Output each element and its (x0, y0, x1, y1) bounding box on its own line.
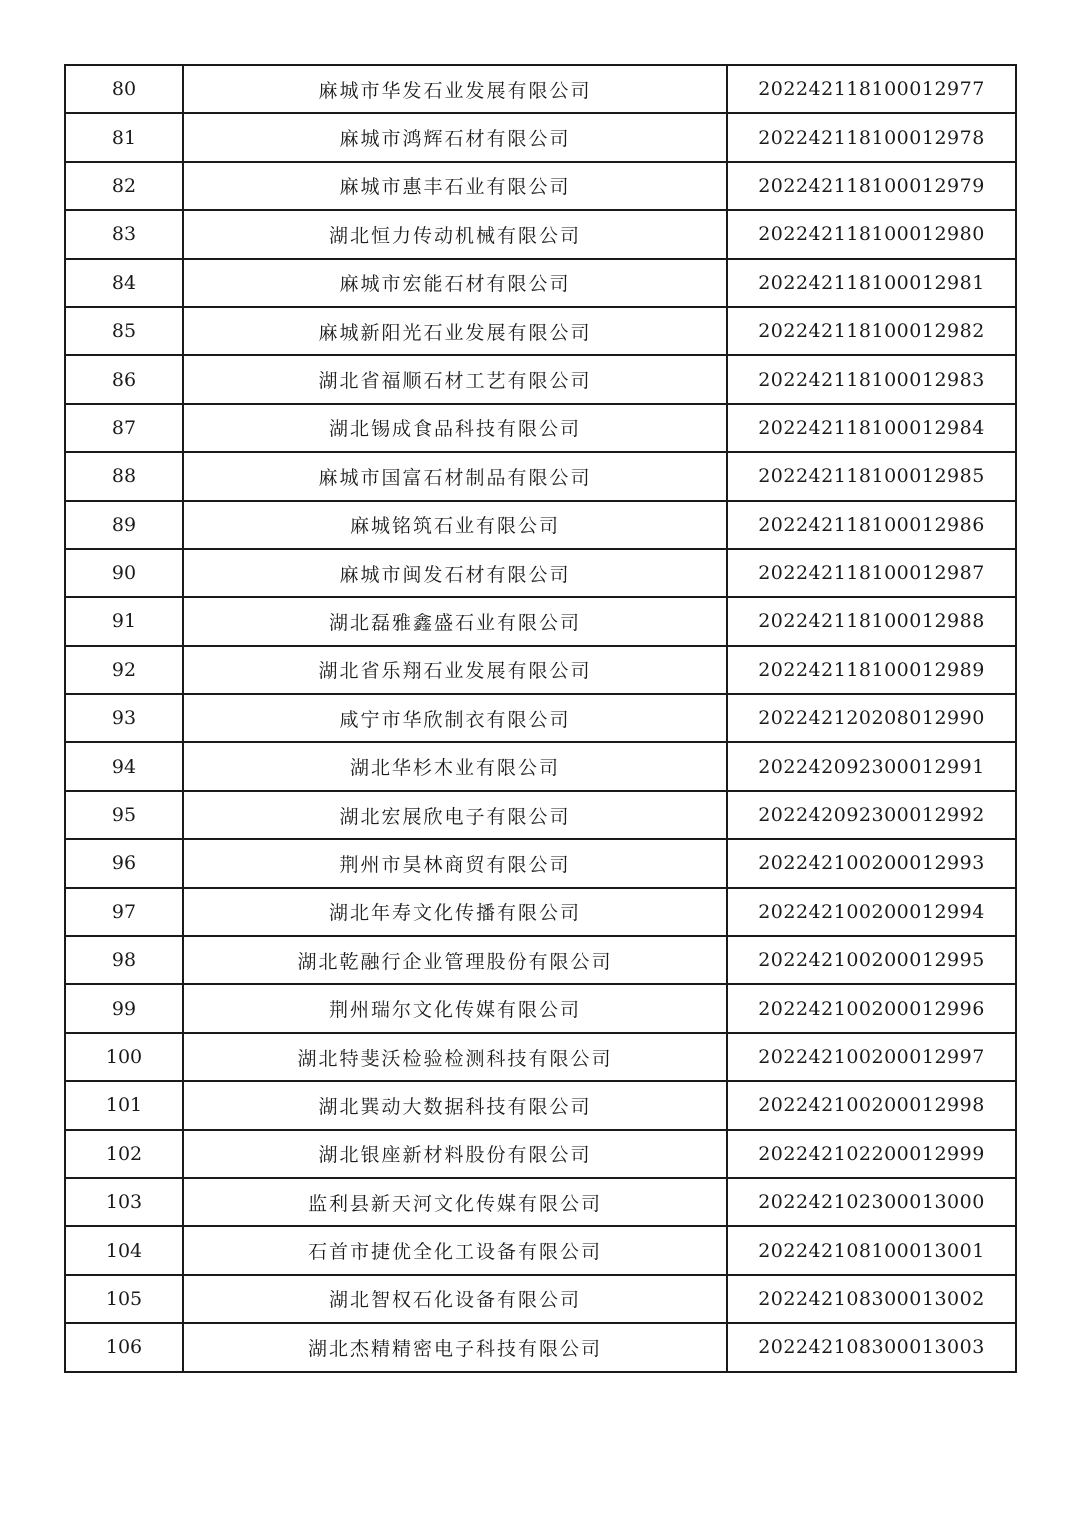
table-row (65, 549, 1016, 597)
company-name-cell: 湖北银座新材料股份有限公司 (183, 1130, 727, 1178)
company-name-cell: 麻城市闽发石材有限公司 (183, 549, 727, 597)
company-name-cell: 湖北宏展欣电子有限公司 (183, 791, 727, 839)
row-number-cell: 105 (65, 1275, 183, 1323)
row-number-cell: 93 (65, 694, 183, 742)
table-row (65, 646, 1016, 694)
row-number-cell: 84 (65, 259, 183, 307)
table-row (65, 1033, 1016, 1081)
company-name-cell: 湖北乾融行企业管理股份有限公司 (183, 936, 727, 984)
row-number-cell: 97 (65, 888, 183, 936)
company-name-cell: 荆州瑞尔文化传媒有限公司 (183, 984, 727, 1032)
row-number-cell: 81 (65, 113, 183, 161)
table-row (65, 1275, 1016, 1323)
registration-code-cell: 202242118100012988 (727, 597, 1016, 645)
registration-code-cell: 202242102200012999 (727, 1130, 1016, 1178)
table-row (65, 1226, 1016, 1274)
registration-code-cell: 202242118100012982 (727, 307, 1016, 355)
registration-code-cell: 202242118100012987 (727, 549, 1016, 597)
row-number-cell: 83 (65, 210, 183, 258)
row-number-cell: 95 (65, 791, 183, 839)
row-number-cell: 102 (65, 1130, 183, 1178)
row-number-cell: 82 (65, 162, 183, 210)
table-row (65, 259, 1016, 307)
company-name-cell: 湖北智权石化设备有限公司 (183, 1275, 727, 1323)
row-number-cell: 103 (65, 1178, 183, 1226)
registration-code-cell: 202242118100012986 (727, 501, 1016, 549)
table-row (65, 307, 1016, 355)
row-number-cell: 92 (65, 646, 183, 694)
row-number-cell: 96 (65, 839, 183, 887)
table-row (65, 452, 1016, 500)
table-row (65, 694, 1016, 742)
registration-code-cell: 202242092300012992 (727, 791, 1016, 839)
company-list-table-container (64, 64, 1015, 1373)
company-name-cell: 麻城市惠丰石业有限公司 (183, 162, 727, 210)
row-number-cell: 86 (65, 355, 183, 403)
table-row (65, 355, 1016, 403)
row-number-cell: 80 (65, 65, 183, 113)
company-name-cell: 湖北杰精精密电子科技有限公司 (183, 1323, 727, 1371)
row-number-cell: 99 (65, 984, 183, 1032)
registration-code-cell: 202242108300013003 (727, 1323, 1016, 1371)
company-name-cell: 湖北省福顺石材工艺有限公司 (183, 355, 727, 403)
table-row (65, 404, 1016, 452)
company-name-cell: 麻城市华发石业发展有限公司 (183, 65, 727, 113)
row-number-cell: 89 (65, 501, 183, 549)
table-row (65, 1081, 1016, 1129)
company-name-cell: 湖北恒力传动机械有限公司 (183, 210, 727, 258)
registration-code-cell: 202242118100012981 (727, 259, 1016, 307)
company-name-cell: 麻城市鸿辉石材有限公司 (183, 113, 727, 161)
registration-code-cell: 202242100200012996 (727, 984, 1016, 1032)
table-row (65, 1323, 1016, 1371)
registration-code-cell: 202242118100012983 (727, 355, 1016, 403)
registration-code-cell: 202242118100012979 (727, 162, 1016, 210)
table-row (65, 1130, 1016, 1178)
company-name-cell: 湖北巽动大数据科技有限公司 (183, 1081, 727, 1129)
company-name-cell: 湖北年寿文化传播有限公司 (183, 888, 727, 936)
table-row (65, 888, 1016, 936)
table-row (65, 791, 1016, 839)
table-row (65, 936, 1016, 984)
row-number-cell: 87 (65, 404, 183, 452)
registration-code-cell: 202242118100012989 (727, 646, 1016, 694)
row-number-cell: 85 (65, 307, 183, 355)
company-name-cell: 监利县新天河文化传媒有限公司 (183, 1178, 727, 1226)
registration-code-cell: 202242118100012977 (727, 65, 1016, 113)
company-name-cell: 湖北省乐翔石业发展有限公司 (183, 646, 727, 694)
registration-code-cell: 202242100200012993 (727, 839, 1016, 887)
row-number-cell: 101 (65, 1081, 183, 1129)
registration-code-cell: 202242100200012998 (727, 1081, 1016, 1129)
table-row (65, 501, 1016, 549)
registration-code-cell: 202242118100012984 (727, 404, 1016, 452)
company-name-cell: 麻城新阳光石业发展有限公司 (183, 307, 727, 355)
company-name-cell: 湖北特斐沃检验检测科技有限公司 (183, 1033, 727, 1081)
row-number-cell: 98 (65, 936, 183, 984)
company-name-cell: 湖北磊雅鑫盛石业有限公司 (183, 597, 727, 645)
company-name-cell: 咸宁市华欣制衣有限公司 (183, 694, 727, 742)
company-name-cell: 湖北华杉木业有限公司 (183, 742, 727, 790)
company-name-cell: 麻城铭筑石业有限公司 (183, 501, 727, 549)
registration-code-cell: 202242100200012997 (727, 1033, 1016, 1081)
company-name-cell: 石首市捷优全化工设备有限公司 (183, 1226, 727, 1274)
table-body (65, 65, 1016, 1372)
row-number-cell: 88 (65, 452, 183, 500)
row-number-cell: 90 (65, 549, 183, 597)
registration-code-cell: 202242118100012985 (727, 452, 1016, 500)
table-row (65, 113, 1016, 161)
company-list-table (64, 64, 1017, 1373)
registration-code-cell: 202242108300013002 (727, 1275, 1016, 1323)
registration-code-cell: 202242102300013000 (727, 1178, 1016, 1226)
table-row (65, 162, 1016, 210)
registration-code-cell: 202242118100012978 (727, 113, 1016, 161)
row-number-cell: 104 (65, 1226, 183, 1274)
table-row (65, 1178, 1016, 1226)
row-number-cell: 91 (65, 597, 183, 645)
row-number-cell: 94 (65, 742, 183, 790)
table-row (65, 984, 1016, 1032)
company-name-cell: 荆州市昊林商贸有限公司 (183, 839, 727, 887)
table-row (65, 839, 1016, 887)
company-name-cell: 麻城市国富石材制品有限公司 (183, 452, 727, 500)
registration-code-cell: 202242100200012995 (727, 936, 1016, 984)
table-row (65, 210, 1016, 258)
company-name-cell: 湖北锡成食品科技有限公司 (183, 404, 727, 452)
row-number-cell: 100 (65, 1033, 183, 1081)
registration-code-cell: 202242108100013001 (727, 1226, 1016, 1274)
table-row (65, 742, 1016, 790)
registration-code-cell: 202242120208012990 (727, 694, 1016, 742)
registration-code-cell: 202242092300012991 (727, 742, 1016, 790)
registration-code-cell: 202242100200012994 (727, 888, 1016, 936)
table-row (65, 597, 1016, 645)
table-row (65, 65, 1016, 113)
row-number-cell: 106 (65, 1323, 183, 1371)
company-name-cell: 麻城市宏能石材有限公司 (183, 259, 727, 307)
registration-code-cell: 202242118100012980 (727, 210, 1016, 258)
